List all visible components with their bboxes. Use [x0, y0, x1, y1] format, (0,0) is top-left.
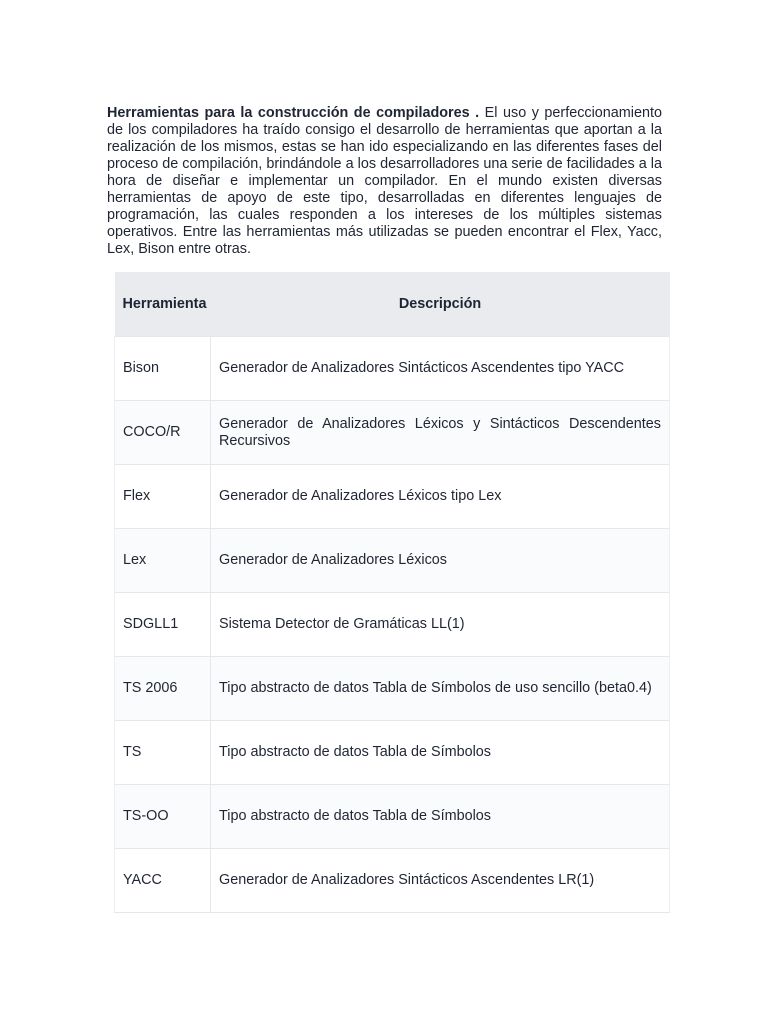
section-heading: Herramientas para la construcción de compiladores .	[107, 105, 480, 121]
tool-name: COCO/R	[115, 401, 211, 465]
table-row	[115, 657, 670, 721]
tool-description: Generador de Analizadores Sintácticos Ascendentes LR(1)	[211, 849, 670, 913]
tools-table	[114, 272, 670, 913]
table-row	[115, 465, 670, 529]
table-row	[115, 849, 670, 913]
tool-name: TS-OO	[115, 785, 211, 849]
intro-body: El uso y perfeccionamiento de los compiladores ha traído consigo el desarrollo de herramientas que aportan a la realización de los mismos, estas se han ido especializando en las diferentes fases del proceso de compilación, brindándole a los desarrolladores una serie de facilidades a la hora de diseñar e implementar un compilador. En el mundo existen diversas herramientas de apoyo de este tipo, desarrolladas en diferentes lenguajes de programación, las cuales responden a los intereses de los múltiples sistemas operativos. Entre las herramientas más utilizadas se pueden encontrar el Flex, Yacc, Lex, Bison entre otras.	[107, 105, 662, 257]
tool-description: Generador de Analizadores Léxicos y Sintácticos Descendentes Recursivos	[211, 401, 670, 465]
tool-description: Tipo abstracto de datos Tabla de Símbolos	[211, 721, 670, 785]
tool-description: Generador de Analizadores Sintácticos Ascendentes tipo YACC	[211, 337, 670, 401]
column-header-tool: Herramienta	[115, 272, 211, 337]
tool-description: Generador de Analizadores Léxicos	[211, 529, 670, 593]
table-row	[115, 593, 670, 657]
intro-paragraph	[107, 105, 662, 258]
tool-name: YACC	[115, 849, 211, 913]
table-row	[115, 401, 670, 465]
table-row	[115, 529, 670, 593]
tool-description: Tipo abstracto de datos Tabla de Símbolos	[211, 785, 670, 849]
table-header-row	[115, 272, 670, 337]
tool-name: Flex	[115, 465, 211, 529]
tool-description: Tipo abstracto de datos Tabla de Símbolos de uso sencillo (beta0.4)	[211, 657, 670, 721]
tool-name: TS 2006	[115, 657, 211, 721]
tool-description: Sistema Detector de Gramáticas LL(1)	[211, 593, 670, 657]
table-row	[115, 785, 670, 849]
tool-name: Lex	[115, 529, 211, 593]
table-row	[115, 337, 670, 401]
tool-name: SDGLL1	[115, 593, 211, 657]
table-row	[115, 721, 670, 785]
tool-name: Bison	[115, 337, 211, 401]
tool-description: Generador de Analizadores Léxicos tipo Lex	[211, 465, 670, 529]
tool-name: TS	[115, 721, 211, 785]
column-header-description: Descripción	[211, 272, 670, 337]
